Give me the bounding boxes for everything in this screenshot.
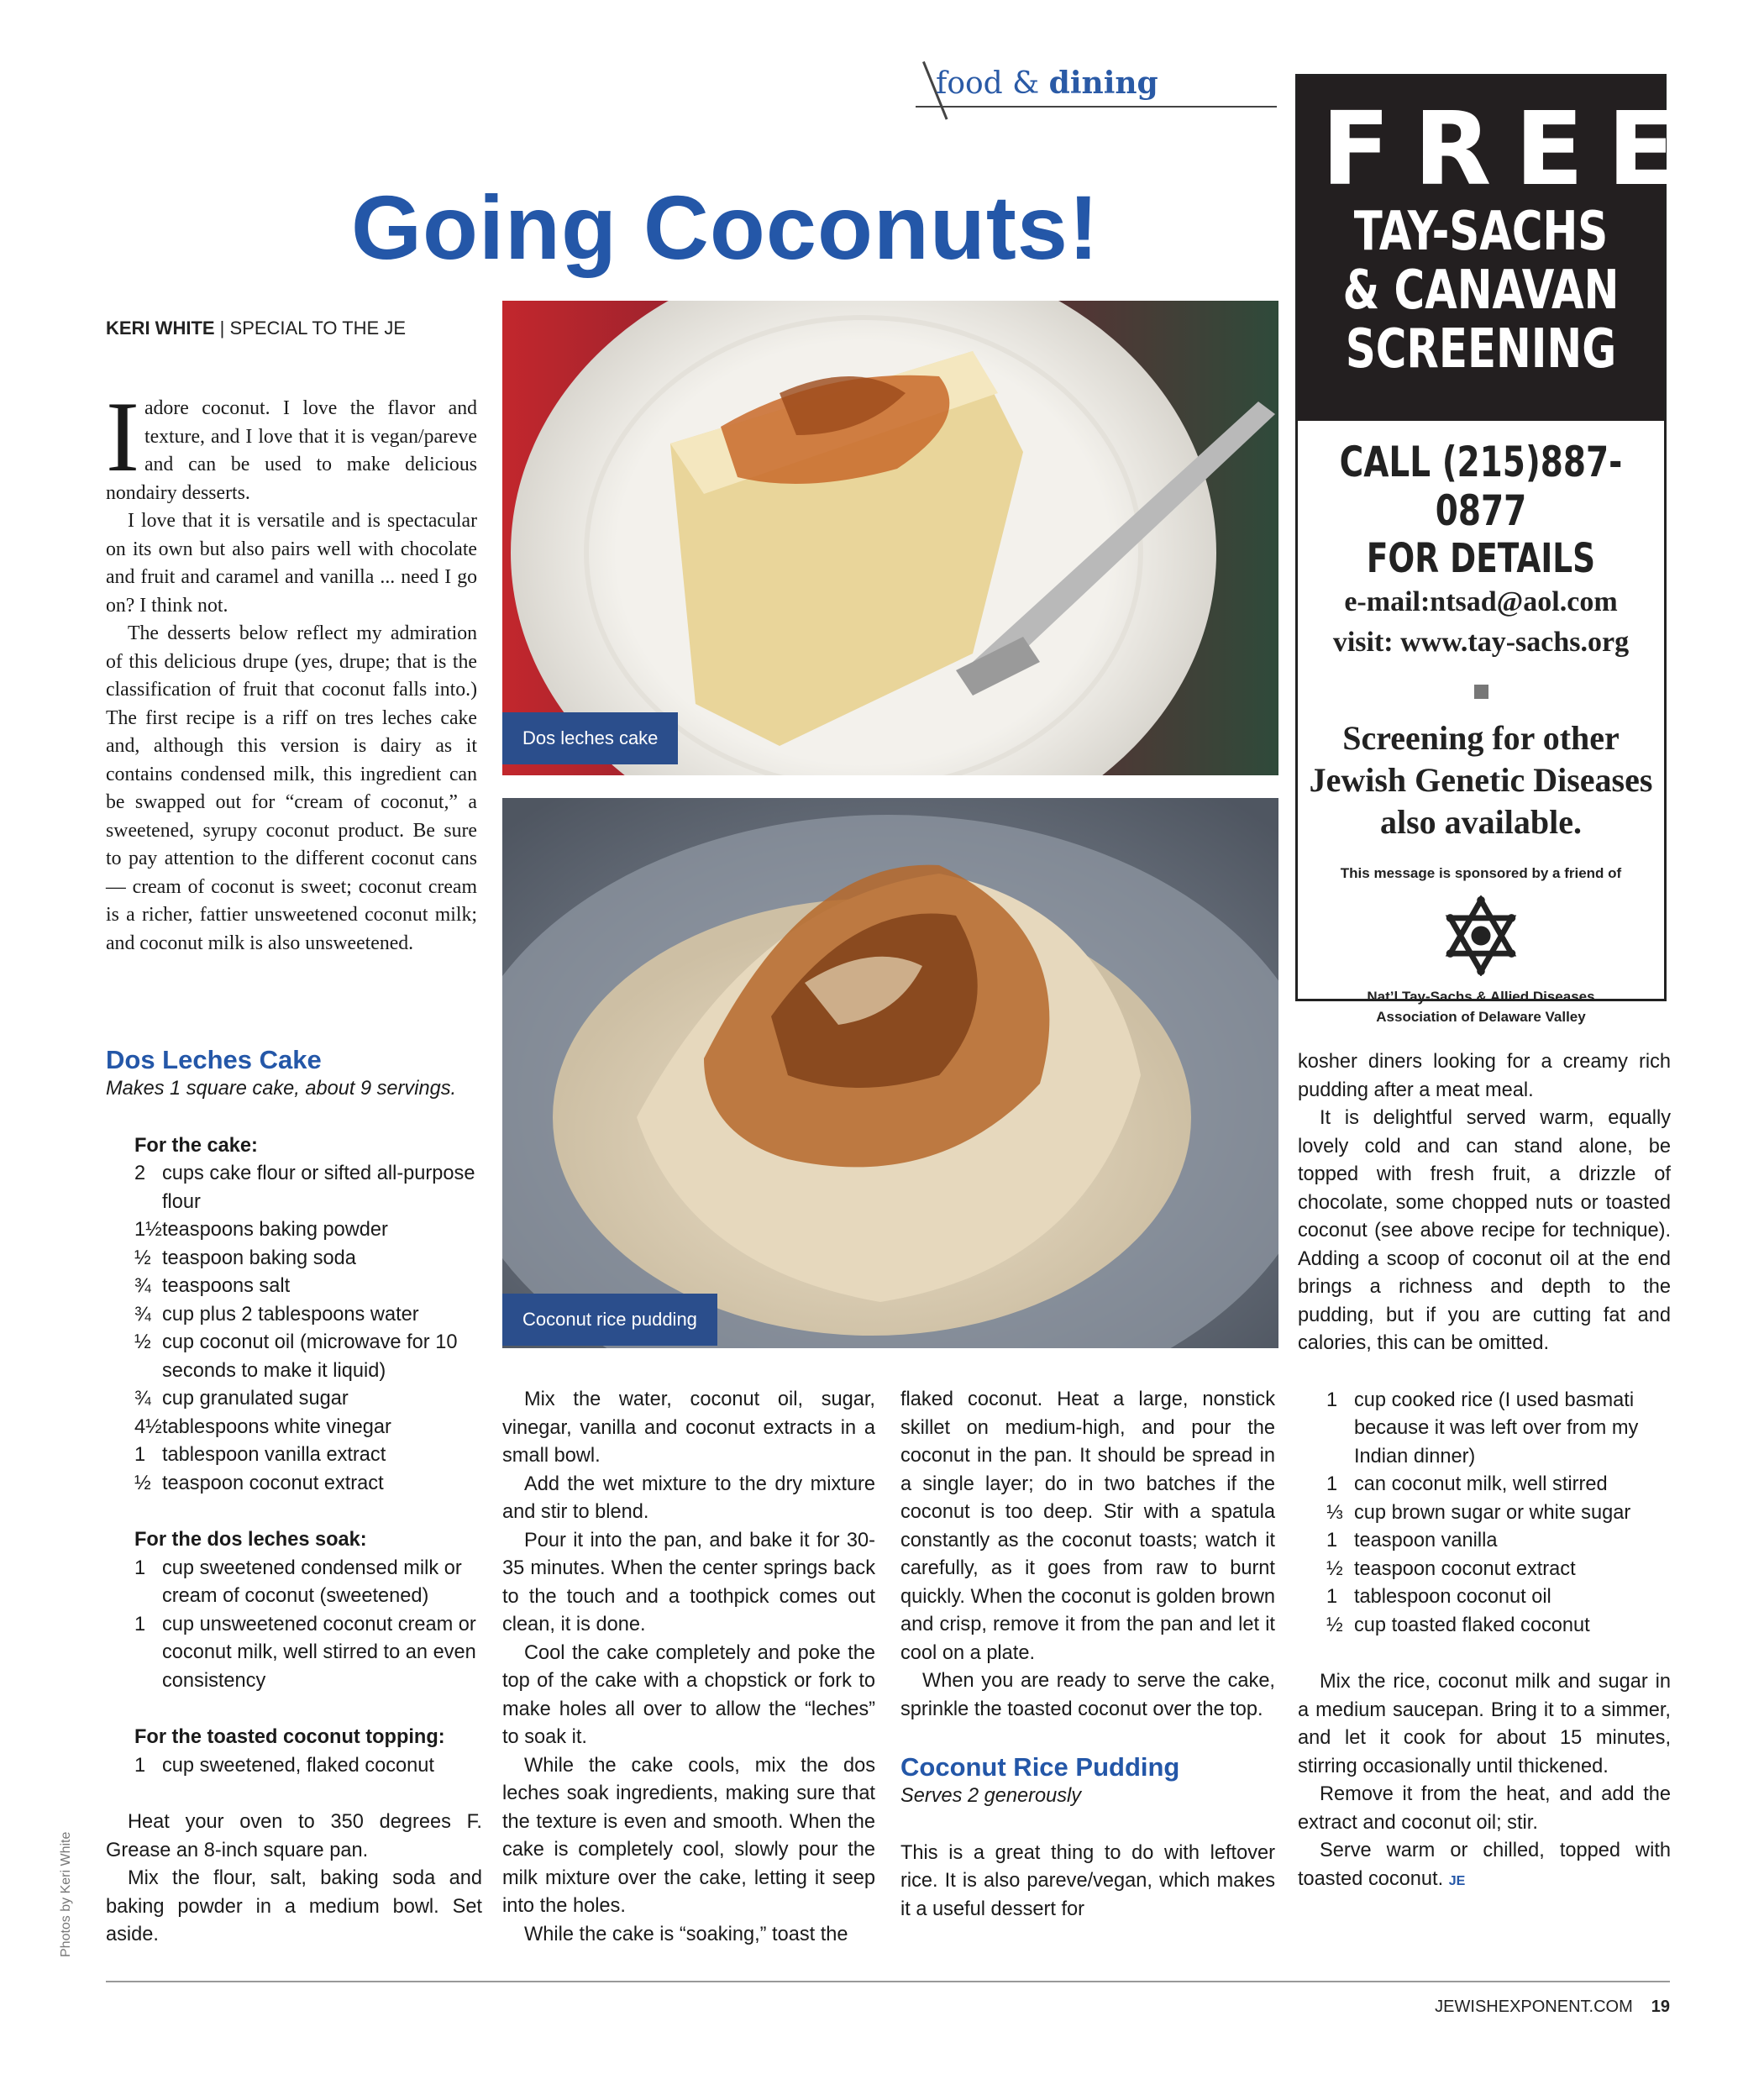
ingredient-quantity: ½ [134, 1247, 151, 1269]
ad-organization-line-1: Nat’l Tay-Sachs & Allied Diseases [1367, 989, 1595, 1005]
ingredient-text: cup plus 2 tablespoons water [162, 1303, 419, 1326]
ingredient-text: teaspoon coconut extract [162, 1472, 384, 1494]
ingredient-text: cup granulated sugar [162, 1388, 349, 1410]
ad-organization [1298, 987, 1664, 1027]
ad-details: FOR DETAILS [1366, 535, 1596, 582]
ad-screening-note [1298, 717, 1664, 843]
ingredient-text: cup brown sugar or white sugar [1354, 1501, 1631, 1524]
star-of-david-logo-icon [1441, 895, 1521, 976]
ingredient-item [134, 1273, 482, 1301]
ingredient-text: can coconut milk, well stirred [1354, 1473, 1608, 1495]
ingredient-quantity: ⅓ [1326, 1501, 1343, 1524]
ingredient-quantity: 1 [134, 1613, 146, 1635]
cake-step-7: While the cake cools, mix the dos leches soak ingredients, making sure that the texture is even and smooth. When the cake is completely cool, slowly pour the milk mixture over the cake, letting it seep into the holes. [502, 1754, 875, 1917]
ad-body [1298, 438, 1664, 1027]
pudding-ingredient-list [1298, 1387, 1671, 1641]
footer-site: JEWISHEXPONENT.COM [1435, 1998, 1633, 2016]
page-number: 19 [1651, 1998, 1670, 2016]
section-label-dining: dining [1048, 66, 1158, 101]
page-footer [1435, 1998, 1670, 2017]
ad-email: e-mail:ntsad@aol.com [1344, 586, 1618, 617]
cake-step-3: Mix the water, coconut oil, sugar, vinegar, vanilla and coconut extracts in a small bowl. [502, 1389, 875, 1467]
recipe-title-dos-leches: Dos Leches Cake [106, 1045, 322, 1074]
intro-paragraph-3: The desserts below reflect my admiration of this delicious drupe (yes, drupe; that is the classification of fruit that coconut falls into.) The first recipe is a riff on tres leches cake and, although this version is dairy as it contains condensed milk, this ingredient can be swapped out for “cream of coconut,” a sweetened, syrupy coconut product. Be sure to pay attention to the different coconut cans — cream of coconut is sweet; coconut cream is a richer, fattier unsweetened coconut milk; and coconut milk is also unsweetened. [106, 622, 477, 954]
ingredient-item [134, 1385, 482, 1414]
pudding-intro-1b: kosher diners looking for a creamy rich pudding after a meat meal. [1298, 1051, 1671, 1101]
ingredient-quantity: 1 [1326, 1530, 1338, 1551]
intro-column [106, 381, 477, 958]
ingredient-text: teaspoon baking soda [162, 1247, 356, 1269]
ingredient-text: cup sweetened condensed milk or cream of coconut (sweetened) [162, 1557, 462, 1607]
ingredient-item [134, 1441, 482, 1470]
photo-dos-leches-cake [502, 301, 1278, 775]
photo-caption-cake: Dos leches cake [502, 712, 678, 764]
pudding-step-2: Remove it from the heat, and add the extract and coconut oil; stir. [1298, 1783, 1671, 1834]
byline-role: SPECIAL TO THE JE [229, 318, 406, 339]
ingredient-text: teaspoons baking powder [162, 1219, 388, 1241]
ingredient-text: teaspoon vanilla [1354, 1530, 1498, 1551]
cake-step-9: When you are ready to serve the cake, sprinkle the toasted coconut over the top. [900, 1670, 1275, 1720]
ingredient-text: cups cake flour or sifted all-purpose flour [162, 1163, 475, 1213]
ingredient-item [134, 1160, 482, 1216]
ingredient-item [1326, 1556, 1671, 1584]
ingredient-item [134, 1555, 482, 1611]
ingredient-quantity: 4½ [134, 1415, 162, 1438]
section-header [916, 66, 1277, 108]
photo-coconut-rice-pudding [502, 798, 1278, 1348]
ingredient-quantity: 1 [1326, 1586, 1338, 1608]
ingredient-quantity: ½ [1326, 1557, 1343, 1580]
ad-website: visit: www.tay-sachs.org [1332, 627, 1630, 658]
ingredient-text: tablespoons white vinegar [162, 1415, 391, 1438]
ingredient-quantity: 1 [134, 1754, 146, 1777]
advertisement-box [1295, 74, 1700, 1025]
square-bullet-icon [1474, 685, 1488, 699]
ingredients-heading-soak: For the dos leches soak: [134, 1529, 367, 1551]
recipe-serves: Serves 2 generously [900, 1785, 1082, 1807]
ingredient-quantity: ½ [1326, 1614, 1343, 1636]
cake-step-2: Mix the flour, salt, baking soda and baking powder in a medium bowl. Set aside. [106, 1867, 482, 1945]
ingredient-text: tablespoon coconut oil [1354, 1586, 1551, 1608]
soak-ingredient-list [106, 1555, 482, 1696]
drop-cap: I [106, 381, 139, 492]
ingredient-text: cup unsweetened coconut cream or coconut milk, well stirred to an even consistency [162, 1613, 476, 1692]
cake-step-5: Pour it into the pan, and bake it for 30-35 minutes. When the center springs back to the touch and a toothpick comes out clean, it is done. [502, 1529, 875, 1635]
column-2 [502, 1386, 875, 1949]
ingredient-quantity: 1 [134, 1557, 146, 1579]
ad-phone: CALL (215)887-0877 [1339, 438, 1623, 535]
ingredient-quantity: ¾ [134, 1388, 151, 1410]
ingredient-item [1326, 1499, 1671, 1528]
pudding-photo-image [502, 798, 1278, 1348]
pudding-step-3-text: Serve warm or chilled, topped with toasted coconut. [1298, 1840, 1671, 1890]
byline-author: KERI WHITE [106, 318, 215, 339]
page-title: Going Coconuts! [351, 176, 1100, 278]
ad-sponsor-line: This message is sponsored by a friend of [1340, 865, 1622, 881]
ad-screening-line-2: Jewish Genetic Diseases [1309, 761, 1653, 799]
intro-paragraph-2: I love that it is versatile and is spectacular on its own but also pairs well with chocolate and fruit and caramel and vanilla ... need I go on? I think not. [106, 510, 477, 617]
ad-screening-line-3: also available. [1379, 803, 1583, 841]
ingredient-item [134, 1752, 482, 1781]
section-label-food: food & [936, 66, 1040, 101]
column-3 [900, 1386, 1275, 1924]
end-mark: JE [1448, 1873, 1466, 1888]
ad-heading-line-4: SCREENING [1345, 318, 1617, 381]
ad-heading-line-2: TAY-SACHS [1353, 201, 1609, 263]
ingredient-quantity: 2 [134, 1163, 146, 1184]
cake-step-1: Heat your oven to 350 degrees F. Grease an 8-inch square pan. [106, 1811, 482, 1861]
pudding-intro-1a: This is a great thing to do with leftover rice. It is also pareve/vegan, which makes it a useful dessert for [900, 1841, 1275, 1920]
ingredient-text: cup toasted flaked coconut [1354, 1614, 1590, 1636]
ingredient-quantity: ¾ [134, 1303, 151, 1326]
recipe-yield: Makes 1 square cake, about 9 servings. [106, 1078, 457, 1100]
recipe-title-rice-pudding: Coconut Rice Pudding [900, 1752, 1180, 1782]
ingredient-item [134, 1414, 482, 1442]
ingredient-item [134, 1470, 482, 1499]
ad-header [1298, 76, 1700, 421]
ingredient-quantity: 1 [1326, 1389, 1338, 1411]
ad-free-heading: FREE [1321, 92, 1700, 208]
ingredient-quantity: 1 [1326, 1473, 1338, 1495]
ingredient-item [1326, 1583, 1671, 1612]
ingredients-heading-cake: For the cake: [134, 1134, 258, 1157]
ingredient-item [134, 1329, 482, 1385]
ingredient-text: cup cooked rice (I used basmati because it was left over from my Indian dinner) [1354, 1389, 1639, 1467]
ingredient-item [134, 1611, 482, 1696]
ingredient-text: cup coconut oil (microwave for 10 seconds to make it liquid) [162, 1331, 458, 1382]
ingredient-item [134, 1301, 482, 1330]
ingredient-quantity: ¾ [134, 1275, 151, 1297]
topping-ingredient-list [106, 1752, 482, 1781]
ingredients-heading-topping: For the toasted coconut topping: [134, 1726, 445, 1748]
ingredient-item [1326, 1471, 1671, 1499]
ingredient-text: cup sweetened, flaked coconut [162, 1754, 434, 1777]
footer-divider [106, 1981, 1670, 1982]
photo-credit: Photos by Keri White [59, 1831, 73, 1957]
column-4 [1298, 1048, 1671, 1895]
ingredient-text: tablespoon vanilla extract [162, 1444, 386, 1466]
byline-separator: | [214, 318, 230, 339]
intro-paragraph-1: adore coconut. I love the flavor and texture, and I love that it is vegan/pareve and can be used to make delicious nondairy desserts. [106, 397, 477, 504]
ingredient-quantity: 1½ [134, 1219, 162, 1241]
cake-step-8b: flaked coconut. Heat a large, nonstick skillet on medium-high, and pour the coconut in the pan. It should be spread in a single layer; do in two batches if the coconut is too deep. Stir with a spatula constantly as the coconut toasts; watch it carefully, as it goes from raw to burnt quickly. When the coconut is golden brown and crisp, remove it from the pan and let it cool on a plate. [900, 1389, 1275, 1664]
pudding-intro-2: It is delightful served warm, equally lovely cold and can stand alone, be topped with fresh fruit, a drizzle of chocolate, some chopped nuts or toasted coconut (see above recipe for technique). Adding a scoop of coconut oil at the end brings a richness and depth to the pudding, but if you are cutting fat and calories, this can be omitted. [1298, 1107, 1671, 1354]
ingredient-item [134, 1245, 482, 1273]
ad-screening-line-1: Screening for other [1342, 719, 1620, 757]
ingredient-quantity: 1 [134, 1444, 146, 1466]
cake-ingredient-list [106, 1160, 482, 1498]
byline [106, 318, 406, 339]
ingredient-text: teaspoon coconut extract [1354, 1557, 1576, 1580]
cake-step-8a: While the cake is “soaking,” toast the [524, 1923, 848, 1945]
cake-step-4: Add the wet mixture to the dry mixture and stir to blend. [502, 1473, 875, 1523]
ingredient-text: teaspoons salt [162, 1275, 291, 1297]
dos-leches-recipe [106, 1045, 482, 1950]
ingredient-item [1326, 1612, 1671, 1641]
ingredient-quantity: ½ [134, 1472, 151, 1494]
ingredient-quantity: ½ [134, 1331, 151, 1353]
photo-caption-pudding: Coconut rice pudding [502, 1294, 717, 1346]
pudding-step-1: Mix the rice, coconut milk and sugar in a medium saucepan. Bring it to a simmer, and let it cook for about 15 minutes, stirring occasionally until thickened. [1298, 1671, 1671, 1777]
cake-step-6: Cool the cake completely and poke the top of the cake with a chopstick or fork to make holes all over to allow the “leches” to soak it. [502, 1641, 875, 1748]
ingredient-item [134, 1216, 482, 1245]
cake-photo-image [502, 301, 1278, 775]
ingredient-item [1326, 1387, 1671, 1472]
ingredient-item [1326, 1527, 1671, 1556]
pudding-step-3 [1298, 1837, 1671, 1895]
ad-organization-line-2: Association of Delaware Valley [1376, 1009, 1586, 1025]
ad-heading-line-3: & CANAVAN [1342, 260, 1620, 322]
